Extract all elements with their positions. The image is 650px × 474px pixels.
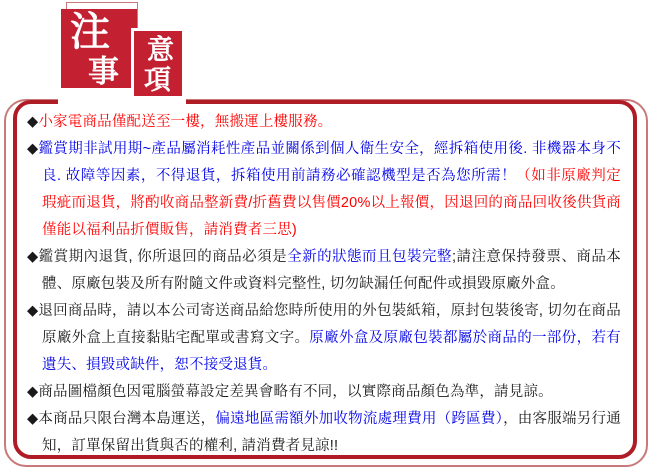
notice-segment: 鑑賞期非試用期~產品屬消耗性產品並關係到個人衛生安全，經拆箱使用後. 非機器本身不良. 故障等因素，不得退貨，拆箱使用前請務必確認機型是否為您所需！ (38, 141, 621, 184)
notice-item (27, 136, 621, 244)
notice-segment: 原廠外盒及原廠包裝都屬於商品的一部份，若有遺失、損毀或缺件，恕不接受退貨。 (42, 330, 621, 373)
notice-segment: （如非原廠判定瑕疵而退貨，將酌收商品整新費/折舊費以售價20%以上報價，因退回的商品回收後供貨商僅能以福利品折價販售，請消費者三思) (42, 168, 622, 238)
notice-item (27, 379, 621, 406)
stamp-front-square (131, 28, 185, 99)
notice-segment: 全新的狀態而且包裝完整 (287, 249, 452, 265)
bullet-diamond-icon: ◆ (27, 303, 39, 319)
notice-segment: ;請注意保持發票、商品本體、原廠包裝及所有附隨文件或資料完整性, 切勿缺漏任何配件或損毀原廠外盒。 (42, 249, 622, 292)
notice-item (27, 406, 621, 460)
bullet-diamond-icon: ◆ (27, 141, 39, 157)
notice-segment: 小家電商品僅配送至一樓，無搬運上樓服務。 (38, 114, 333, 130)
notice-item (27, 244, 621, 298)
notice-segment: 商品圖檔顏色因電腦螢幕設定差異會略有不同，以實際商品顏色為準，請見諒。 (38, 384, 553, 400)
bullet-diamond-icon: ◆ (27, 384, 39, 400)
notice-segment: 偏遠地區需額外加收物流處理費用（跨區費） (215, 411, 504, 427)
notice-segment: 退回商品時，請以本公司寄送商品給您時所使用的外包裝紙箱，原封包裝後寄, 切勿在商品原廠外盒上直接黏貼宅配單或書寫文字。 (38, 303, 621, 346)
notice-item (27, 109, 621, 136)
notice-stamp-logo (58, 0, 186, 112)
bullet-diamond-icon: ◆ (27, 411, 39, 427)
stamp-char-shi: 事 (88, 54, 119, 89)
notice-segment: 鑑賞期內退貨, 你所退回的商品必須是 (38, 249, 288, 265)
notice-segment: 本商品只限台灣本島運送， (38, 411, 216, 427)
stamp-char-yi: 意 (147, 35, 174, 65)
bullet-diamond-icon: ◆ (27, 114, 39, 130)
stamp-char-xiang: 項 (144, 65, 171, 95)
notice-item (27, 298, 621, 379)
notice-segment: ，由客服端另行通知，訂單保留出貨與否的權利, 請消費者見諒!! (42, 411, 621, 454)
notice-text-list (17, 104, 633, 455)
bullet-diamond-icon: ◆ (27, 249, 39, 265)
stamp-back-square (61, 9, 137, 88)
stamp-char-zhu: 注 (70, 10, 110, 54)
